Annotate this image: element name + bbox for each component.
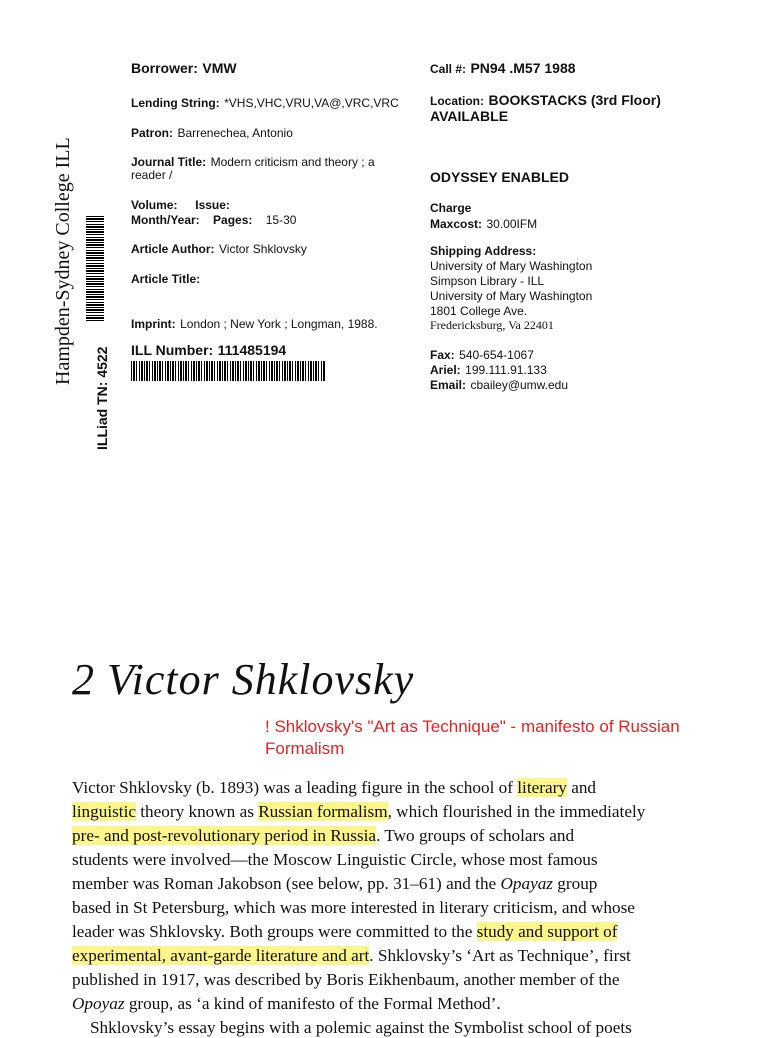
call-number-label: Call #:	[430, 62, 467, 76]
charge-label: Charge	[430, 201, 472, 215]
email-label: Email:	[430, 378, 467, 392]
maxcost-row	[430, 215, 537, 233]
journal-title-label: Journal Title:	[131, 155, 207, 169]
italic-text: Opoyaz	[72, 994, 125, 1013]
text-run: Shklovsky’s essay begins with a polemic against the Symbolist school of poets	[90, 1018, 632, 1037]
journal-title-value: Modern criticism and theory ; a	[210, 155, 375, 169]
highlighted-text: literary	[517, 778, 567, 797]
text-line	[72, 946, 631, 966]
text-run: group, as ‘a kind of manifesto of the Formal Method’.	[124, 994, 501, 1013]
shipping-line: 1801 College Ave.	[430, 304, 528, 318]
shipping-line: Simpson Library - ILL	[430, 274, 545, 288]
text-line	[72, 826, 574, 846]
location-label: Location:	[430, 94, 484, 108]
chapter-heading: 2 Victor Shklovsky	[72, 655, 415, 704]
lending-string-value: *VHS,VHC,VRU,VA@,VRC,VRC	[224, 96, 399, 110]
pages-label: Pages:	[213, 213, 253, 227]
fax-value: 540-654-1067	[459, 348, 534, 362]
location-value: BOOKSTACKS (3rd Floor)	[488, 92, 661, 108]
text-run: and	[566, 778, 597, 797]
volume-label: Volume:	[131, 198, 178, 212]
maxcost-value: 30.00IFM	[486, 217, 538, 231]
highlighted-text: linguistic	[72, 802, 136, 821]
odyssey-status: ODYSSEY ENABLED	[430, 169, 569, 185]
text-line	[72, 970, 620, 990]
article-title-label: Article Title:	[131, 272, 201, 286]
text-line	[72, 922, 617, 942]
borrower-row	[131, 60, 237, 78]
fax-label: Fax:	[430, 348, 455, 362]
email-value: cbailey@umw.edu	[470, 378, 569, 392]
annotation-line: Formalism	[265, 739, 345, 758]
borrower-value: VMW	[202, 60, 237, 76]
patron-value: Barrenechea, Antonio	[177, 126, 293, 140]
issue-label: Issue:	[195, 198, 230, 212]
illiad-tn-label: ILLiad TN: 4522	[94, 346, 110, 450]
journal-title-value-cont: reader /	[131, 168, 173, 182]
highlighted-text: study and support of	[476, 922, 618, 941]
email-row	[430, 376, 568, 394]
article-author-label: Article Author:	[131, 242, 215, 256]
article-author-value: Victor Shklovsky	[219, 242, 307, 256]
text-line	[90, 1018, 632, 1038]
vertical-barcode	[86, 216, 104, 321]
text-line	[72, 874, 597, 894]
availability-status: AVAILABLE	[430, 108, 509, 124]
ill-number-row	[131, 342, 286, 360]
text-run: group	[553, 874, 598, 893]
patron-label: Patron:	[131, 126, 173, 140]
pages-value: 15-30	[265, 213, 297, 227]
patron-row	[131, 124, 293, 142]
text-run: published in 1917, was described by Boris Eikhenbaum, another member of the	[72, 970, 620, 989]
shipping-address-label: Shipping Address:	[430, 244, 537, 258]
ill-barcode	[131, 361, 326, 381]
imprint-value: London ; New York ; Longman, 1988.	[180, 317, 378, 331]
text-run: leader was Shklovsky. Both groups were committed to the	[72, 922, 477, 941]
text-line	[72, 802, 645, 822]
imprint-label: Imprint:	[131, 317, 176, 331]
text-run: . Shklovsky’s ‘Art as Technique’, first	[369, 946, 631, 965]
article-author-row	[131, 240, 307, 258]
call-number-row	[430, 60, 576, 78]
text-run: Victor Shklovsky (b. 1893) was a leading figure in the school of	[72, 778, 518, 797]
lending-string-label: Lending String:	[131, 96, 220, 110]
text-line	[72, 778, 596, 798]
text-run: . Two groups of scholars and	[376, 826, 575, 845]
text-run: , which flourished in the immediately	[387, 802, 646, 821]
imprint-row	[131, 315, 378, 333]
text-line	[72, 898, 635, 918]
shipping-line: University of Mary Washington	[430, 259, 593, 273]
highlighted-text: Russian formalism	[258, 802, 388, 821]
text-run: member was Roman Jakobson (see below, pp. 31–61) and the	[72, 874, 501, 893]
shipping-line: Fredericksburg, Va 22401	[430, 318, 554, 332]
call-number-value: PN94 .M57 1988	[470, 60, 576, 76]
month-pages-row	[131, 211, 296, 229]
maxcost-label: Maxcost:	[430, 217, 483, 231]
text-run: theory known as	[135, 802, 259, 821]
annotation-line: ! Shklovsky's "Art as Technique" - manifesto of Russian	[265, 717, 680, 736]
ariel-label: Ariel:	[430, 363, 461, 377]
ill-number-value: 111485194	[217, 342, 287, 358]
borrower-label: Borrower:	[131, 60, 198, 76]
text-line	[72, 850, 598, 870]
italic-text: Opayaz	[500, 874, 553, 893]
text-run: based in St Petersburg, which was more interested in literary criticism, and whose	[72, 898, 635, 917]
lending-string-row	[131, 94, 399, 112]
shipping-line: University of Mary Washington	[430, 289, 593, 303]
ariel-value: 199.111.91.133	[465, 363, 547, 377]
college-ill-label: Hampden-Sydney College ILL	[52, 137, 74, 385]
highlighted-text: experimental, avant-garde literature and art	[72, 946, 370, 965]
monthyear-label: Month/Year:	[131, 213, 200, 227]
margin-annotation	[265, 716, 755, 760]
text-run: students were involved—the Moscow Linguistic Circle, whose most famous	[72, 850, 598, 869]
article-title-row	[131, 270, 200, 288]
highlighted-text: pre- and post-revolutionary period in Russia	[72, 826, 377, 845]
ill-number-label: ILL Number:	[131, 342, 214, 358]
text-line	[72, 994, 501, 1014]
